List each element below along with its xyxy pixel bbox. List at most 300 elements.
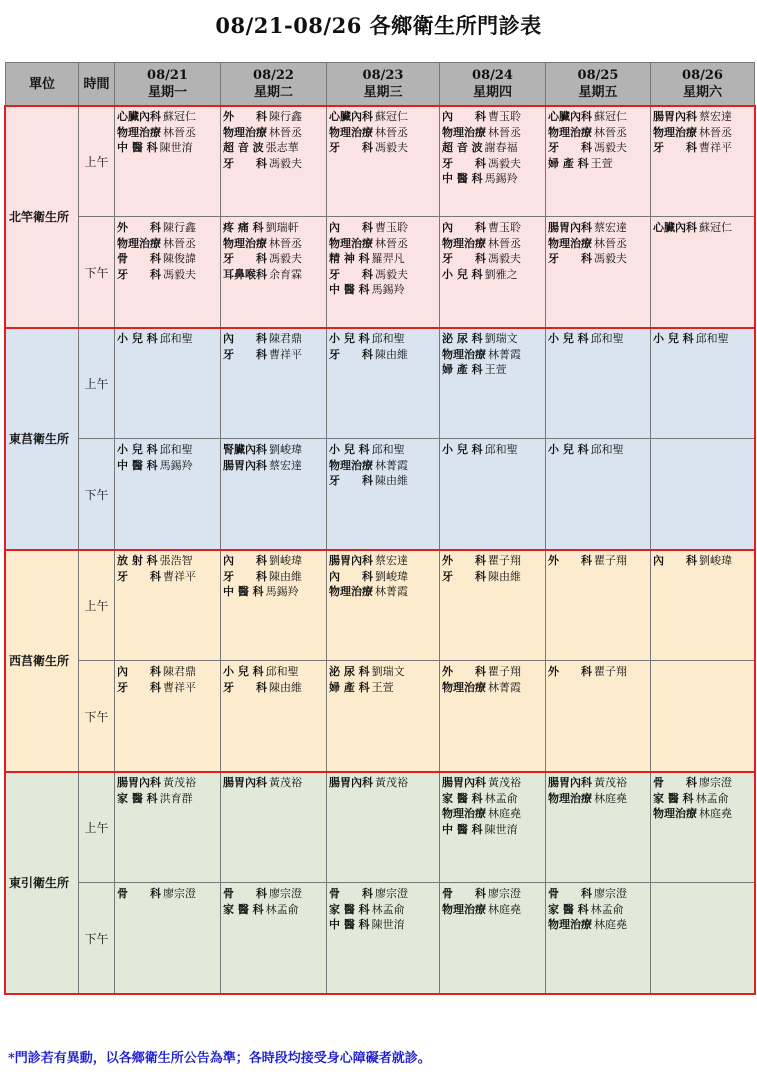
- schedule-cell: [651, 106, 755, 217]
- doctor-name: 林菁霞: [488, 347, 521, 361]
- schedule-cell: [440, 772, 546, 883]
- department: 骨 科: [329, 887, 373, 900]
- clinic-entry: [442, 553, 545, 569]
- clinic-entry: [223, 886, 326, 902]
- clinic-entry: [442, 220, 545, 236]
- schedule-cell: [115, 661, 221, 772]
- schedule-row: [6, 883, 755, 994]
- clinic-entry: [117, 267, 220, 283]
- clinic-entry: [442, 331, 545, 347]
- doctor-name: 劉瑞軒: [265, 221, 299, 234]
- doctor-name: 謝春福: [484, 141, 518, 154]
- department: 內 科: [329, 569, 373, 583]
- clinic-entry: [223, 775, 326, 791]
- doctor-name: 林晉丞: [269, 236, 302, 250]
- schedule-cell: [115, 106, 221, 217]
- header-weekday: 星期一: [147, 85, 187, 100]
- clinic-entry: [329, 109, 439, 125]
- department: 牙 科: [223, 156, 267, 170]
- doctor-name: 馮毅夫: [269, 252, 302, 265]
- schedule-cell: [440, 883, 546, 994]
- clinic-entry: [442, 251, 545, 267]
- department: 外 科: [442, 665, 486, 678]
- department: 內 科: [223, 554, 267, 567]
- clinic-entry: [223, 442, 326, 458]
- doctor-name: 曹祥平: [699, 141, 732, 154]
- header-weekday: 星期三: [363, 85, 403, 100]
- doctor-name: 林晉丞: [488, 125, 521, 139]
- clinic-entry: [223, 902, 326, 918]
- clinic-entry: [442, 775, 545, 791]
- schedule-row: [6, 772, 755, 883]
- clinic-entry: [653, 775, 754, 791]
- schedule-body: [6, 106, 755, 994]
- department: 小 兒 科: [653, 332, 694, 345]
- clinic-entry: [442, 791, 545, 807]
- department: 牙 科: [442, 156, 486, 170]
- doctor-name: 陳俊諱: [163, 252, 196, 265]
- doctor-name: 余育霖: [269, 267, 302, 281]
- header-day: [651, 63, 755, 106]
- clinic-entry: [548, 791, 650, 807]
- clinic-entry: [117, 109, 220, 125]
- department: 物理治療: [329, 236, 373, 250]
- doctor-name: 馮毅夫: [594, 141, 627, 154]
- clinic-entry: [117, 220, 220, 236]
- period-label: 下午: [79, 439, 115, 550]
- doctor-name: 陳行鑫: [163, 221, 196, 234]
- header-weekday: 星期六: [682, 85, 722, 100]
- doctor-name: 劉雅之: [484, 267, 518, 281]
- schedule-cell: [221, 883, 327, 994]
- schedule-cell: [327, 217, 440, 328]
- clinic-entry: [653, 791, 754, 807]
- doctor-name: 林晉丞: [163, 125, 196, 139]
- department: 中 醫 科: [442, 172, 483, 185]
- schedule-row: [6, 661, 755, 772]
- doctor-name: 林菁霞: [375, 458, 408, 472]
- doctor-name: 邱和聖: [159, 443, 193, 456]
- department: 泌 尿 科: [442, 332, 483, 345]
- clinic-entry: [223, 347, 326, 363]
- doctor-name: 馮毅夫: [269, 156, 302, 170]
- doctor-name: 黃茂裕: [488, 776, 521, 789]
- clinic-entry: [548, 331, 650, 347]
- header-date: 08/24: [472, 68, 513, 83]
- department: 骨 科: [117, 252, 161, 265]
- schedule-cell: [221, 328, 327, 439]
- clinic-entry: [329, 917, 439, 933]
- doctor-name: 邱和聖: [695, 332, 729, 345]
- department: 骨 科: [548, 887, 592, 900]
- doctor-name: 瞿子翔: [594, 554, 627, 567]
- clinic-entry: [548, 553, 650, 569]
- department: 物理治療: [442, 125, 486, 139]
- clinic-entry: [223, 664, 326, 680]
- clinic-entry: [548, 917, 650, 933]
- department: 中 醫 科: [442, 822, 483, 836]
- schedule-cell: [221, 661, 327, 772]
- clinic-entry: [442, 156, 545, 172]
- schedule-cell: [327, 328, 440, 439]
- doctor-name: 劉峻瑋: [375, 569, 408, 583]
- schedule-cell: [440, 439, 546, 550]
- clinic-entry: [329, 220, 439, 236]
- doctor-name: 羅羿凡: [371, 252, 405, 265]
- doctor-name: 曹祥平: [163, 680, 196, 694]
- doctor-name: 林孟俞: [484, 791, 518, 805]
- department: 物理治療: [117, 236, 161, 250]
- doctor-name: 王萱: [590, 156, 613, 170]
- schedule-row: [6, 439, 755, 550]
- department: 放 射 科: [117, 554, 158, 567]
- doctor-name: 邱和聖: [159, 332, 193, 345]
- header-unit: 單位: [6, 63, 79, 106]
- clinic-entry: [653, 331, 754, 347]
- department: 腸胃內科: [548, 776, 592, 789]
- department: 物理治療: [653, 125, 697, 139]
- doctor-name: 馮毅夫: [375, 141, 408, 154]
- department: 小 兒 科: [223, 665, 264, 678]
- doctor-name: 林晉丞: [594, 125, 627, 139]
- department: 物理治療: [117, 125, 161, 139]
- header-day: [221, 63, 327, 106]
- clinic-entry: [117, 791, 220, 807]
- doctor-name: 曹祥平: [163, 569, 196, 583]
- clinic-entry: [548, 886, 650, 902]
- doctor-name: 陳世淯: [484, 822, 518, 836]
- doctor-name: 林孟俞: [265, 902, 299, 916]
- clinic-entry: [442, 822, 545, 838]
- department: 牙 科: [329, 267, 373, 281]
- clinic-entry: [117, 140, 220, 156]
- doctor-name: 黃茂裕: [163, 776, 196, 789]
- doctor-name: 蔡宏達: [269, 458, 302, 472]
- department: 家 醫 科: [442, 791, 483, 805]
- department: 物理治療: [442, 680, 486, 694]
- clinic-entry: [329, 584, 439, 600]
- clinic-schedule-table: [5, 62, 755, 994]
- clinic-entry: [442, 171, 545, 187]
- clinic-entry: [117, 569, 220, 585]
- schedule-cell: [327, 772, 440, 883]
- schedule-cell: [327, 661, 440, 772]
- department: 心臟內科: [548, 110, 592, 123]
- clinic-entry: [653, 553, 754, 569]
- doctor-name: 曹玉聆: [375, 221, 408, 234]
- schedule-cell: [651, 328, 755, 439]
- doctor-name: 林晉丞: [594, 236, 627, 250]
- clinic-entry: [442, 442, 545, 458]
- period-label: 上午: [79, 106, 115, 217]
- department: 內 科: [117, 665, 161, 678]
- department: 腸胃內科: [442, 776, 486, 789]
- period-label: 上午: [79, 772, 115, 883]
- clinic-entry: [442, 236, 545, 252]
- department: 物理治療: [548, 125, 592, 139]
- doctor-name: 曹祥平: [269, 347, 302, 361]
- clinic-entry: [223, 125, 326, 141]
- header-weekday: 星期二: [253, 85, 293, 100]
- clinic-entry: [329, 442, 439, 458]
- doctor-name: 瞿子翔: [594, 665, 627, 678]
- department: 牙 科: [223, 569, 267, 583]
- clinic-entry: [548, 251, 650, 267]
- department: 牙 科: [117, 267, 161, 281]
- clinic-entry: [329, 331, 439, 347]
- schedule-cell: [546, 328, 651, 439]
- schedule-cell: [651, 439, 755, 550]
- doctor-name: 劉峻瑋: [269, 443, 302, 456]
- department: 外 科: [223, 110, 267, 123]
- schedule-row: [6, 217, 755, 328]
- clinic-entry: [117, 458, 220, 474]
- doctor-name: 廖宗澄: [375, 887, 408, 900]
- header-day: [327, 63, 440, 106]
- clinic-entry: [548, 902, 650, 918]
- department: 超 音 波: [223, 141, 264, 154]
- header-day: [546, 63, 651, 106]
- department: 物理治療: [329, 585, 373, 598]
- clinic-entry: [548, 109, 650, 125]
- doctor-name: 邱和聖: [590, 443, 624, 456]
- department: 牙 科: [329, 474, 373, 487]
- doctor-name: 馬錫羚: [484, 172, 518, 185]
- schedule-cell: [115, 550, 221, 661]
- department: 腸胃內科: [548, 221, 592, 234]
- doctor-name: 王萱: [371, 680, 394, 694]
- schedule-cell: [440, 217, 546, 328]
- doctor-name: 馮毅夫: [375, 267, 408, 281]
- doctor-name: 蘇冠仁: [699, 221, 732, 234]
- schedule-cell: [546, 550, 651, 661]
- doctor-name: 馮毅夫: [163, 267, 196, 281]
- page-title: 08/21-08/26 各鄉衛生所門診表: [215, 13, 542, 38]
- doctor-name: 廖宗澄: [594, 887, 627, 900]
- clinic-entry: [653, 109, 754, 125]
- clinic-entry: [442, 267, 545, 283]
- doctor-name: 陳世淯: [159, 141, 193, 154]
- doctor-name: 邱和聖: [371, 443, 405, 456]
- clinic-entry: [223, 267, 326, 283]
- doctor-name: 邱和聖: [265, 665, 299, 678]
- clinic-entry: [548, 220, 650, 236]
- schedule-cell: [546, 661, 651, 772]
- clinic-entry: [329, 236, 439, 252]
- department: 疼 痛 科: [223, 221, 264, 234]
- site-name: 北竿衛生所: [6, 106, 79, 328]
- department: 牙 科: [548, 252, 592, 265]
- department: 小 兒 科: [117, 332, 158, 345]
- department: 物理治療: [329, 125, 373, 139]
- doctor-name: 廖宗澄: [488, 887, 521, 900]
- schedule-cell: [221, 772, 327, 883]
- doctor-name: 林庭堯: [488, 807, 521, 820]
- department: 中 醫 科: [329, 283, 370, 296]
- clinic-entry: [442, 664, 545, 680]
- clinic-entry: [223, 236, 326, 252]
- department: 心臟內科: [117, 110, 161, 123]
- doctor-name: 曹玉聆: [488, 221, 521, 234]
- clinic-entry: [117, 331, 220, 347]
- header-row: [6, 63, 755, 106]
- department: 內 科: [442, 221, 486, 234]
- doctor-name: 馬錫羚: [371, 283, 405, 296]
- doctor-name: 林孟俞: [590, 902, 624, 916]
- clinic-entry: [223, 140, 326, 156]
- department: 中 醫 科: [223, 585, 264, 598]
- department: 腎臟內科: [223, 443, 267, 456]
- doctor-name: 陳君鼎: [269, 332, 302, 345]
- department: 內 科: [223, 332, 267, 345]
- doctor-name: 張志華: [265, 141, 299, 154]
- doctor-name: 廖宗澄: [163, 887, 196, 900]
- department: 內 科: [329, 221, 373, 234]
- department: 牙 科: [329, 141, 373, 154]
- doctor-name: 陳由維: [269, 569, 302, 583]
- clinic-entry: [548, 125, 650, 141]
- schedule-cell: [546, 217, 651, 328]
- clinic-entry: [548, 442, 650, 458]
- doctor-name: 林晉丞: [269, 125, 302, 139]
- clinic-entry: [442, 902, 545, 918]
- clinic-entry: [442, 109, 545, 125]
- header-weekday: 星期四: [472, 85, 512, 100]
- footnote: *門診若有異動，以各鄉衛生所公告為準；各時段均接受身心障礙者就診。: [8, 1051, 431, 1066]
- doctor-name: 瞿子翔: [488, 554, 521, 567]
- department: 牙 科: [548, 141, 592, 154]
- department: 小 兒 科: [548, 332, 589, 345]
- schedule-cell: [440, 550, 546, 661]
- doctor-name: 馮毅夫: [488, 252, 521, 265]
- department: 小 兒 科: [329, 332, 370, 345]
- department: 小 兒 科: [442, 443, 483, 456]
- schedule-cell: [221, 439, 327, 550]
- department: 小 兒 科: [329, 443, 370, 456]
- schedule-cell: [115, 217, 221, 328]
- department: 小 兒 科: [117, 443, 158, 456]
- schedule-cell: [221, 106, 327, 217]
- clinic-entry: [329, 886, 439, 902]
- schedule-cell: [546, 106, 651, 217]
- department: 骨 科: [117, 887, 161, 900]
- schedule-cell: [221, 550, 327, 661]
- clinic-entry: [653, 806, 754, 822]
- schedule-cell: [115, 772, 221, 883]
- doctor-name: 林孟俞: [695, 791, 729, 805]
- department: 耳鼻喉科: [223, 267, 267, 281]
- clinic-entry: [329, 125, 439, 141]
- department: 物理治療: [223, 125, 267, 139]
- department: 外 科: [548, 665, 592, 678]
- schedule-cell: [546, 772, 651, 883]
- department: 腸胃內科: [223, 458, 267, 472]
- department: 牙 科: [117, 569, 161, 583]
- department: 牙 科: [329, 347, 373, 361]
- doctor-name: 馮毅夫: [594, 252, 627, 265]
- schedule-cell: [651, 883, 755, 994]
- clinic-entry: [117, 775, 220, 791]
- doctor-name: 洪育群: [159, 791, 193, 805]
- clinic-entry: [223, 584, 326, 600]
- header-weekday: 星期五: [578, 85, 618, 100]
- doctor-name: 蘇冠仁: [163, 110, 196, 123]
- site-name: 東引衛生所: [6, 772, 79, 994]
- department: 婦 產 科: [329, 680, 370, 694]
- clinic-entry: [442, 140, 545, 156]
- schedule-cell: [546, 883, 651, 994]
- clinic-entry: [653, 125, 754, 141]
- doctor-name: 林菁霞: [488, 680, 521, 694]
- doctor-name: 陳由維: [375, 347, 408, 361]
- schedule-cell: [115, 439, 221, 550]
- clinic-entry: [329, 267, 439, 283]
- schedule-cell: [440, 106, 546, 217]
- clinic-entry: [329, 473, 439, 489]
- header-day: [115, 63, 221, 106]
- clinic-entry: [548, 664, 650, 680]
- department: 心臟內科: [653, 221, 697, 234]
- doctor-name: 劉瑞文: [371, 665, 405, 678]
- doctor-name: 蔡宏達: [594, 221, 627, 234]
- doctor-name: 邱和聖: [371, 332, 405, 345]
- header-date: 08/26: [682, 68, 723, 83]
- doctor-name: 劉瑞文: [484, 332, 518, 345]
- site-name: 西莒衛生所: [6, 550, 79, 772]
- doctor-name: 邱和聖: [484, 443, 518, 456]
- doctor-name: 黃茂裕: [269, 776, 302, 789]
- department: 牙 科: [223, 252, 267, 265]
- doctor-name: 林庭堯: [699, 807, 732, 820]
- clinic-entry: [223, 220, 326, 236]
- doctor-name: 陳行鑫: [269, 110, 302, 123]
- department: 骨 科: [653, 776, 697, 789]
- doctor-name: 黃茂裕: [375, 776, 408, 789]
- schedule-cell: [115, 883, 221, 994]
- clinic-entry: [117, 886, 220, 902]
- doctor-name: 林晉丞: [163, 236, 196, 250]
- department: 小 兒 科: [442, 267, 483, 281]
- doctor-name: 蔡宏達: [375, 554, 408, 567]
- department: 物理治療: [442, 902, 486, 916]
- doctor-name: 廖宗澄: [699, 776, 732, 789]
- doctor-name: 陳君鼎: [163, 665, 196, 678]
- department: 家 醫 科: [653, 791, 694, 805]
- clinic-entry: [223, 569, 326, 585]
- doctor-name: 蔡宏達: [699, 110, 732, 123]
- schedule-cell: [327, 106, 440, 217]
- clinic-entry: [548, 140, 650, 156]
- department: 中 醫 科: [117, 458, 158, 472]
- doctor-name: 林庭堯: [594, 791, 627, 805]
- doctor-name: 劉峻瑋: [699, 554, 732, 567]
- period-label: 下午: [79, 883, 115, 994]
- clinic-entry: [653, 140, 754, 156]
- department: 超 音 波: [442, 141, 483, 154]
- department: 內 科: [442, 110, 486, 123]
- schedule-cell: [546, 439, 651, 550]
- clinic-entry: [442, 347, 545, 363]
- department: 骨 科: [442, 887, 486, 900]
- schedule-cell: [440, 661, 546, 772]
- doctor-name: 馮毅夫: [488, 156, 521, 170]
- schedule-cell: [327, 883, 440, 994]
- department: 牙 科: [223, 347, 267, 361]
- clinic-entry: [223, 680, 326, 696]
- doctor-name: 馬錫羚: [159, 458, 193, 472]
- header-date: 08/23: [362, 68, 404, 83]
- period-label: 上午: [79, 328, 115, 439]
